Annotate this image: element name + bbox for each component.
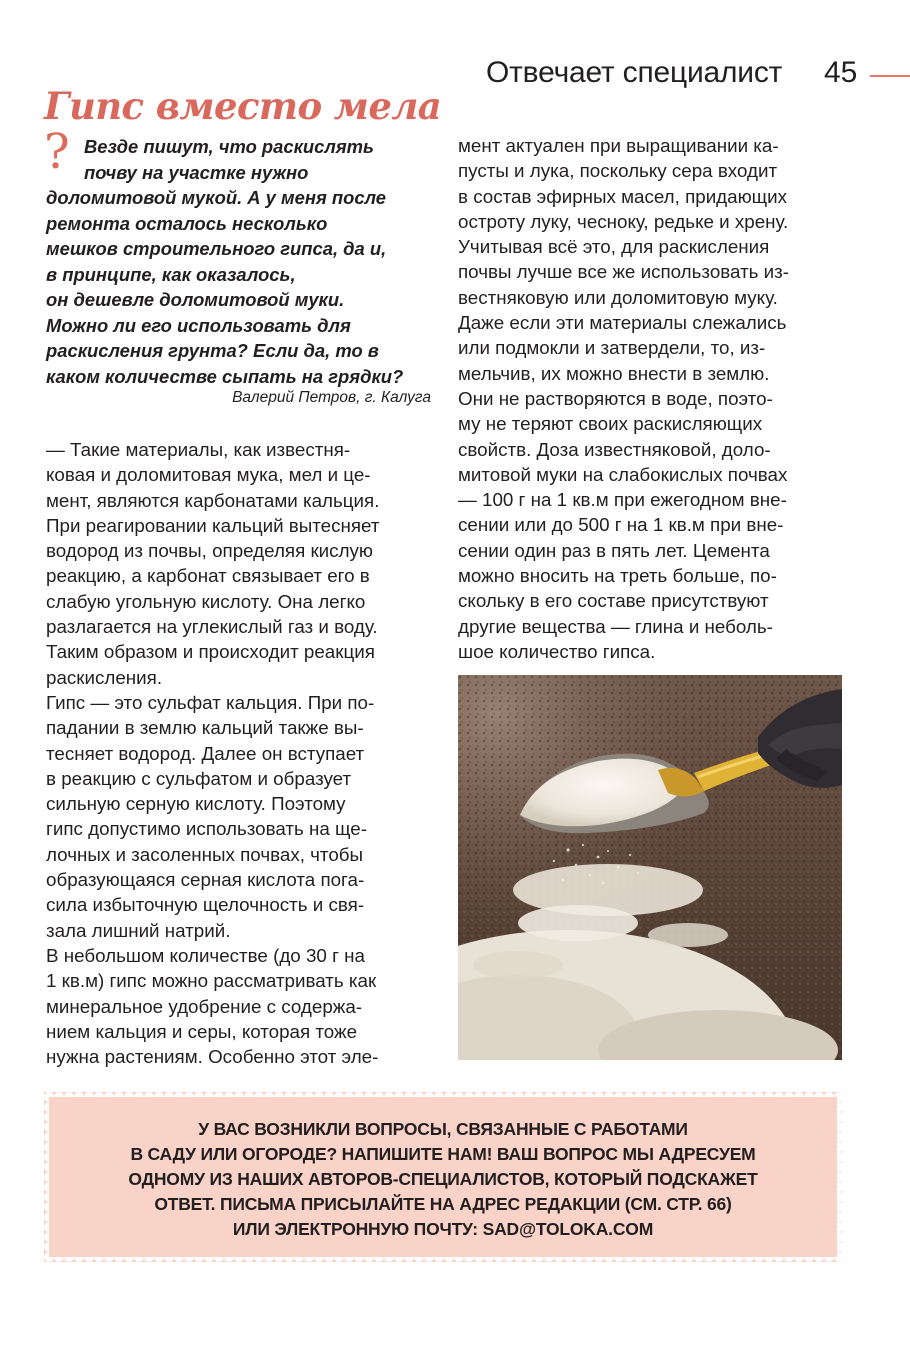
text-line: раскисления. xyxy=(46,666,163,688)
text-line: свойств. Доза известняковой, доло- xyxy=(458,438,771,460)
question-line: Можно ли его использовать для xyxy=(46,314,351,336)
header-rule xyxy=(870,75,910,77)
text-line: нием кальция и серы, которая тоже xyxy=(46,1020,358,1042)
text-line: пусты и лука, поскольку сера входит xyxy=(458,160,778,182)
text-line: ковая и доломитовая мука, мел и це- xyxy=(46,464,371,486)
page-number: 45 xyxy=(824,56,858,89)
article-column-left xyxy=(46,437,436,1069)
soil-shovel-illustration xyxy=(458,675,842,1060)
gypsum-photo xyxy=(458,675,842,1060)
question-line: он дешевле доломитовой муки. xyxy=(46,289,345,310)
text-line: вестняковую или доломитовую муку. xyxy=(458,286,778,308)
text-line: мельчив, их можно внести в землю. xyxy=(458,362,770,384)
text-line: — Такие материалы, как известня- xyxy=(46,439,351,460)
reader-question xyxy=(46,134,436,389)
text-line: мент актуален при выращивании ка- xyxy=(458,135,779,156)
text-line: минеральное удобрение с содержа- xyxy=(46,995,363,1017)
text-line: Учитывая всё это, для раскисления xyxy=(458,236,770,258)
page-header xyxy=(480,56,910,96)
question-mark-icon: ? xyxy=(44,124,70,180)
banner-line: ОДНОМУ ИЗ НАШИХ АВТОРОВ-СПЕЦИАЛИСТОВ, КОТОРЫЙ ПОДСКАЖЕТ xyxy=(128,1169,758,1189)
text-line: сении один раз в пять лет. Цемента xyxy=(458,539,770,561)
text-line: мент, являются карбонатами кальция. xyxy=(46,489,380,511)
text-line: му не теряют своих раскисляющих xyxy=(458,413,763,435)
text-line: в состав эфирных масел, придающих xyxy=(458,185,788,207)
text-line: или подмокли и затвердели, то, из- xyxy=(458,337,766,359)
banner-line: В САДУ ИЛИ ОГОРОДЕ? НАПИШИТЕ НАМ! ВАШ ВОПРОС МЫ АДРЕСУЕМ xyxy=(130,1144,756,1164)
text-line: 1 кв.м) гипс можно рассматривать как xyxy=(46,970,377,992)
question-line: ремонта осталось несколько xyxy=(46,212,328,234)
text-line: реакцию, а карбонат связывает его в xyxy=(46,565,370,587)
text-line: При реагировании кальций вытесняет xyxy=(46,514,380,536)
text-line: падании в землю кальций также вы- xyxy=(46,717,364,739)
banner-line: ИЛИ ЭЛЕКТРОННУЮ ПОЧТУ: SAD@TOLOKA.COM xyxy=(232,1219,654,1239)
question-line: доломитовой мукой. А у меня после xyxy=(46,187,387,208)
section-title: Отвечает специалист xyxy=(486,56,783,89)
question-line: мешков строительного гипса, да и, xyxy=(46,238,387,259)
text-line: почвы лучше все же использовать из- xyxy=(458,261,790,283)
text-line: сильную серную кислоту. Поэтому xyxy=(46,793,346,815)
text-line: тесняет водород. Далее он вступает xyxy=(46,742,365,764)
text-line: Гипс — это сульфат кальция. При по- xyxy=(46,691,375,713)
text-line: слабую угольную кислоту. Она легко xyxy=(46,590,366,612)
text-line: Таким образом и происходит реакция xyxy=(46,641,375,663)
article-headline: Гипс вместо мела xyxy=(44,84,442,128)
text-line: сила избыточную щелочность и свя- xyxy=(46,894,365,916)
question-line: Везде пишут, что раскислять xyxy=(84,136,374,157)
text-line: нужна растениям. Особенно этот эле- xyxy=(46,1046,379,1068)
reader-invitation xyxy=(44,1117,842,1242)
question-line: раскисления грунта? Если да, то в xyxy=(46,340,379,361)
article-column-right xyxy=(458,133,848,664)
text-line: другие вещества — глина и неболь- xyxy=(458,615,773,637)
question-line: почву на участке нужно xyxy=(84,161,309,183)
banner-line: ОТВЕТ. ПИСЬМА ПРИСЫЛАЙТЕ НА АДРЕС РЕДАКЦИИ (СМ. СТР. 66) xyxy=(154,1194,732,1214)
text-line: зала лишний натрий. xyxy=(46,919,231,941)
text-line: можно вносить на треть больше, по- xyxy=(458,565,777,587)
text-line: разлагается на углекислый газ и воду. xyxy=(46,616,378,638)
text-line: гипс допустимо использовать на ще- xyxy=(46,818,367,840)
text-line: лочных и засоленных почвах, чтобы xyxy=(46,843,364,865)
banner-line: У ВАС ВОЗНИКЛИ ВОПРОСЫ, СВЯЗАННЫЕ С РАБОТАМИ xyxy=(198,1119,688,1139)
text-line: В небольшом количестве (до 30 г на xyxy=(46,944,365,966)
text-line: митовой муки на слабокислых почвах xyxy=(458,463,788,485)
question-author: Валерий Петров, г. Калуга xyxy=(232,389,431,406)
text-line: в реакцию с сульфатом и образует xyxy=(46,767,352,789)
text-line: образующаяся серная кислота пога- xyxy=(46,869,365,891)
text-line: водород из почвы, определяя кислую xyxy=(46,540,374,562)
question-line: каком количестве сыпать на грядки? xyxy=(46,365,404,387)
question-line: в принципе, как оказалось, xyxy=(46,263,296,285)
text-line: сении или до 500 г на 1 кв.м при вне- xyxy=(458,514,784,536)
text-line: — 100 г на 1 кв.м при ежегодном вне- xyxy=(458,489,787,511)
text-line: шое количество гипса. xyxy=(458,640,656,662)
text-line: скольку в его составе присутствуют xyxy=(458,590,769,612)
text-line: остроту луку, чесноку, редьке и хрену. xyxy=(458,210,789,232)
text-line: Они не растворяются в воде, поэто- xyxy=(458,387,773,409)
text-line: Даже если эти материалы слежались xyxy=(458,312,787,334)
